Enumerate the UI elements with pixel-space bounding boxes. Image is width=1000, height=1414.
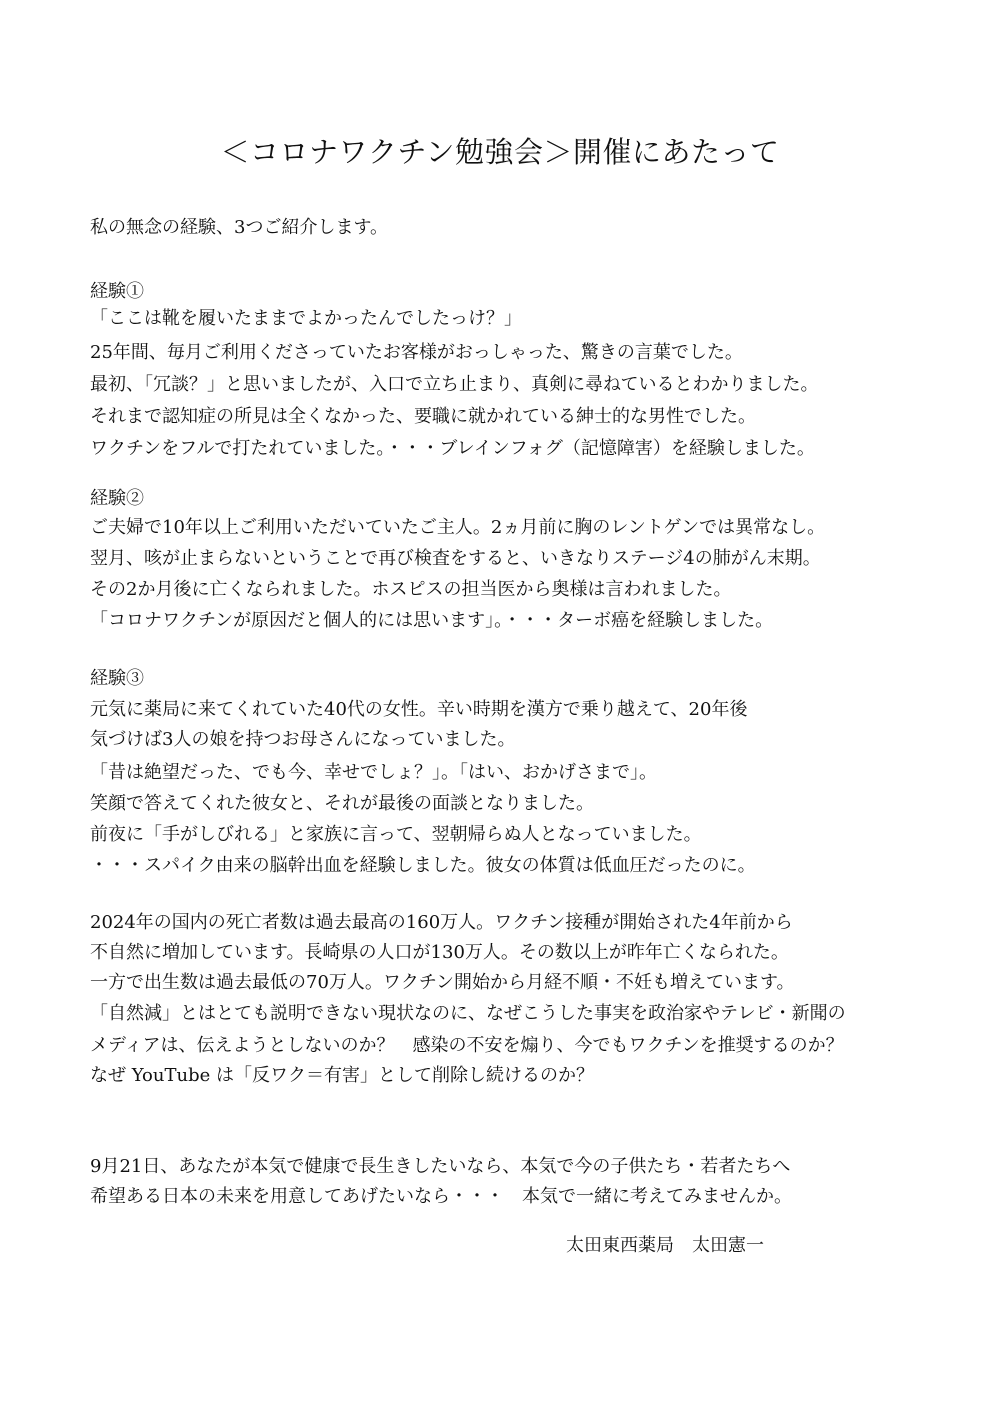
experience-3-line: 元気に薬局に来てくれていた40代の女性。辛い時期を漢方で乗り越えて、20年後 [90,699,748,720]
experience-2-heading: 経験② [90,488,144,509]
statistics-line: メディアは、伝えようとしないのか？ 感染の不安を煽り、今でもワクチンを推奨するのか？ [90,1035,844,1056]
experience-3-line: 「昔は絶望だった、でも今、幸せでしょ？」。「はい、おかげさまで」。 [90,762,657,783]
statistics-line: なぜ YouTube は「反ワク＝有害」として削除し続けるのか？ [90,1065,594,1086]
experience-3-heading: 経験③ [90,668,144,689]
signature-name: 太田憲一 [692,1235,764,1256]
experience-1-line: 25年間、毎月ご利用くださっていたお客様がおっしゃった、驚きの言葉でした。 [90,342,743,363]
experience-2-line: その2か月後に亡くなられました。ホスピスの担当医から奥様は言われました。 [90,579,732,600]
experience-2-line: 翌月、咳が止まらないということで再び検査をすると、いきなりステージ4の肺がん末期。 [90,548,821,569]
experience-1-line: それまで認知症の所見は全くなかった、要職に就かれている紳士的な男性でした。 [90,406,756,427]
experience-3-line: 気づけば3人の娘を持つお母さんになっていました。 [90,729,516,750]
invitation-line: 希望ある日本の未来を用意してあげたいなら・・・ 本気で一緒に考えてみませんか。 [90,1186,792,1207]
experience-1-line: 「ここは靴を履いたままでよかったんでしたっけ？」 [90,308,522,329]
document-title: ＜コロナワクチン勉強会＞開催にあたって [220,135,780,169]
experience-2-line: 「コロナワクチンが原因だと個人的には思います」。・・・ターボ癌を経験しました。 [90,610,774,631]
statistics-line: 不自然に増加しています。長崎県の人口が130万人。その数以上が昨年亡くなられた。 [90,942,789,963]
statistics-line: 「自然減」とはとても説明できない現状なのに、なぜこうした事実を政治家やテレビ・新聞の [90,1003,846,1024]
experience-1-line: ワクチンをフルで打たれていました。・・・ブレインフォグ（記憶障害）を経験しました。 [90,438,815,459]
statistics-line: 一方で出生数は過去最低の70万人。ワクチン開始から月経不順・不妊も増えています。 [90,972,795,993]
experience-3-line: 前夜に「手がしびれる」と家族に言って、翌朝帰らぬ人となっていました。 [90,824,702,845]
experience-1-line: 最初、「冗談？」と思いましたが、入口で立ち止まり、真剣に尋ねているとわかりました。 [90,374,819,395]
signature [566,1233,764,1259]
statistics-line: 2024年の国内の死亡者数は過去最高の160万人。ワクチン接種が開始された4年前から [90,912,793,933]
invitation-line: 9月21日、あなたが本気で健康で長生きしたいなら、本気で今の子供たち・若者たちへ [90,1156,791,1177]
experience-2-line: ご夫婦で10年以上ご利用いただいていたご主人。2ヵ月前に胸のレントゲンでは異常なし。 [90,517,826,538]
experience-3-line: 笑顔で答えてくれた彼女と、それが最後の面談となりました。 [90,793,594,814]
signature-organization: 太田東西薬局 [566,1235,674,1256]
experience-1-heading: 経験① [90,281,144,302]
experience-3-line: ・・・スパイク由来の脳幹出血を経験しました。彼女の体質は低血圧だったのに。 [90,855,756,876]
intro-text: 私の無念の経験、3つご紹介します。 [90,217,389,238]
